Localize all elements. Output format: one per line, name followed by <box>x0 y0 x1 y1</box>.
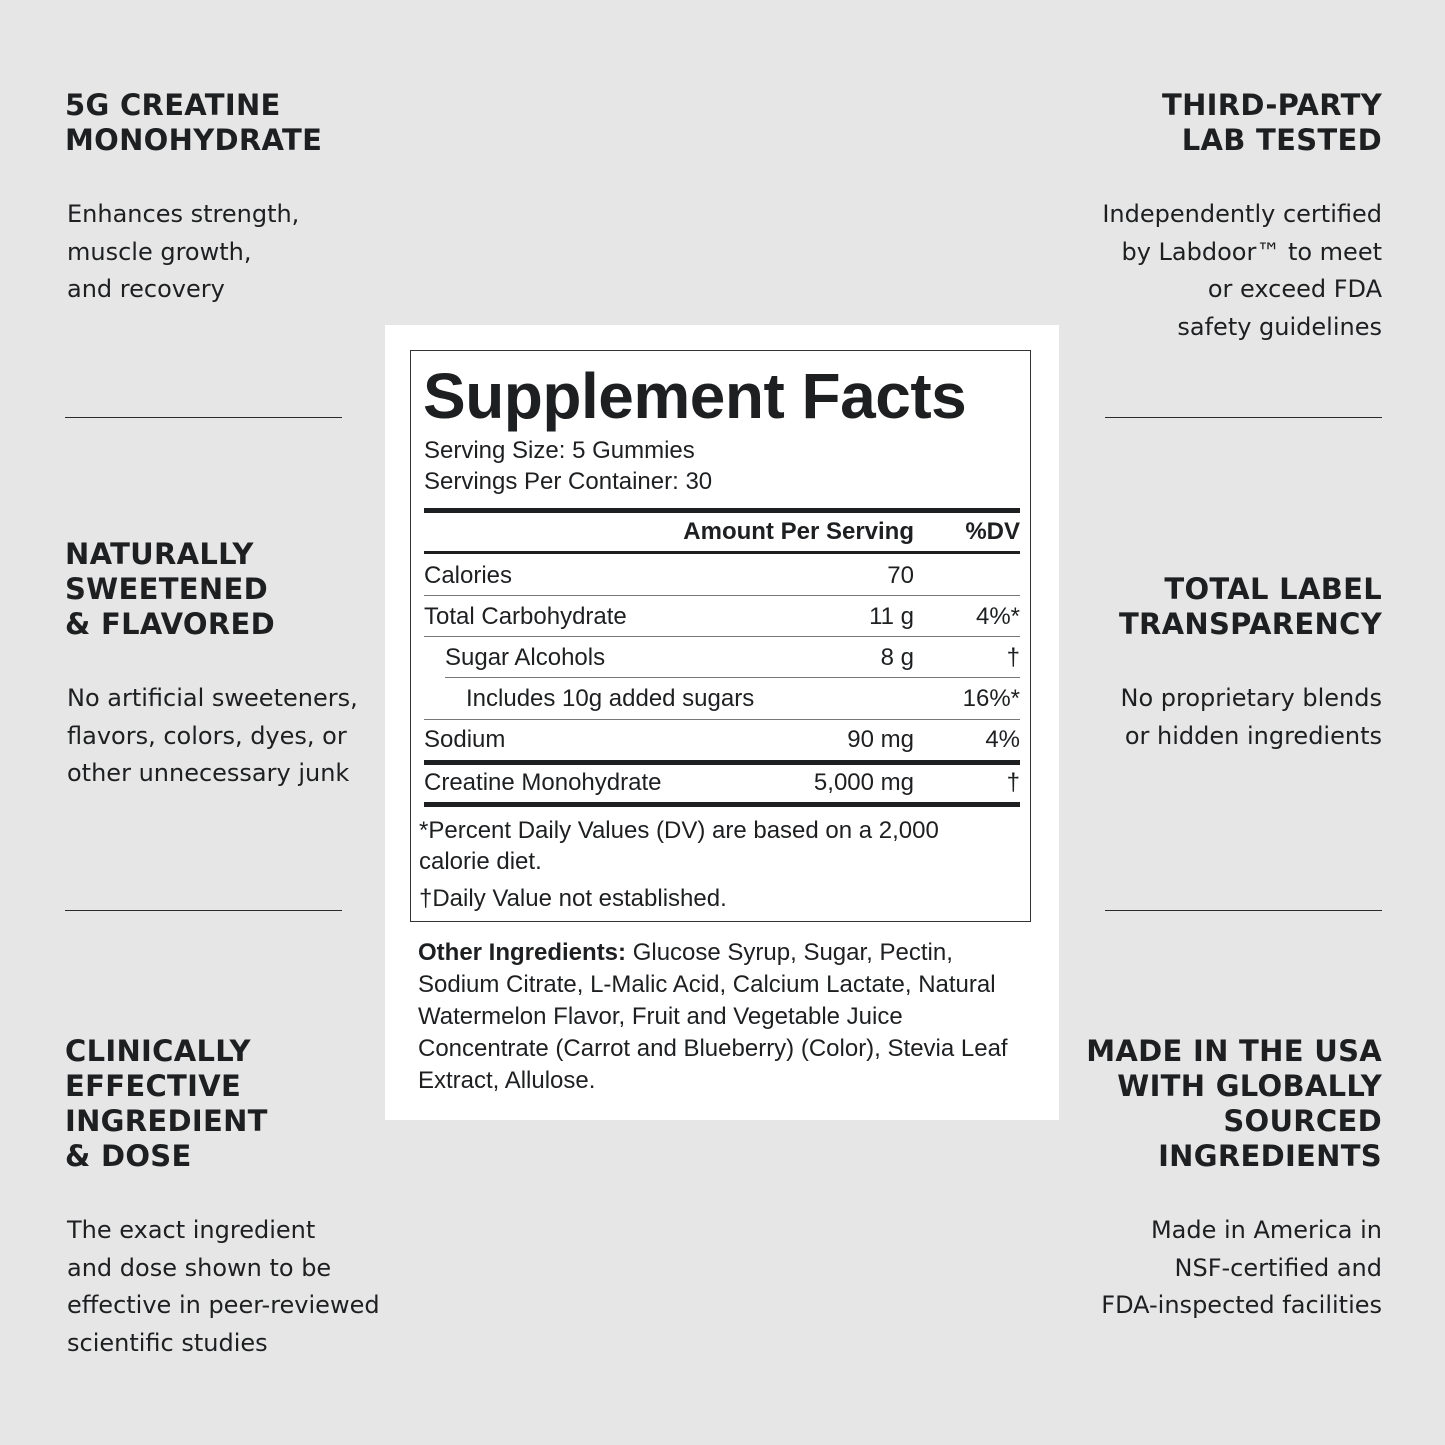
facts-row <box>424 769 1020 799</box>
feature-clinically-effective <box>65 1034 405 1362</box>
thick-rule <box>424 760 1020 765</box>
nutrient-amount: 11 g <box>869 603 914 630</box>
servings-per-container: Servings Per Container: 30 <box>424 468 713 495</box>
nutrient-amount: 90 mg <box>847 726 914 753</box>
nutrient-dv: † <box>1006 644 1020 671</box>
feature-body: Independently certified by Labdoor™ to meet or exceed FDA safety guidelines <box>1102 200 1382 341</box>
serving-size: Serving Size: 5 Gummies <box>424 437 695 464</box>
other-ingredients-text: Glucose Syrup, Sugar, Pectin, Sodium Citrate, L-Malic Acid, Calcium Lactate, Natural Watermelon Flavor, Fruit and Vegetable Juice Concentrate (Carrot and Blueberry) (Color), Stevia Leaf Extract, Allulose. <box>418 939 1008 1094</box>
supplement-facts-box <box>410 350 1031 922</box>
thin-rule <box>424 719 1020 720</box>
nutrient-amount: 5,000 mg <box>813 769 914 796</box>
nutrient-dv: 4%* <box>975 603 1020 630</box>
facts-header-row <box>424 518 1020 548</box>
other-ingredients <box>418 937 1028 1097</box>
feature-body: Enhances strength, muscle growth, and recovery <box>67 200 300 303</box>
serving-info <box>424 435 712 497</box>
nutrient-name: Total Carbohydrate <box>424 603 627 630</box>
header-amount: Amount Per Serving <box>683 518 914 545</box>
feature-title: MADE IN THE USA WITH GLOBALLY SOURCED INGREDIENTS <box>1086 1034 1382 1173</box>
nutrient-name: Includes 10g added sugars <box>466 685 755 712</box>
nutrient-name: Calories <box>424 562 513 589</box>
feature-body: Made in America in NSF-certified and FDA-inspected facilities <box>1101 1216 1382 1319</box>
facts-row <box>424 726 1020 756</box>
facts-row <box>424 644 1020 674</box>
feature-naturally-sweetened <box>65 537 405 793</box>
divider <box>1105 910 1382 911</box>
nutrient-dv: † <box>1006 769 1020 796</box>
feature-made-in-usa <box>1002 1034 1382 1325</box>
footnote-dagger: †Daily Value not established. <box>419 885 727 912</box>
footnote-percent-dv: *Percent Daily Values (DV) are based on a 2,000 calorie diet. <box>419 817 939 875</box>
feature-title: THIRD-PARTY LAB TESTED <box>1162 88 1382 157</box>
supplement-facts-panel <box>385 325 1059 1120</box>
feature-title: CLINICALLY EFFECTIVE INGREDIENT & DOSE <box>65 1034 268 1173</box>
nutrient-dv: 16%* <box>962 685 1020 712</box>
facts-row <box>424 685 1020 715</box>
other-ingredients-label: Other Ingredients: <box>418 939 627 966</box>
thin-rule <box>424 595 1020 596</box>
nutrient-amount: 70 <box>887 562 914 589</box>
divider <box>65 910 342 911</box>
nutrient-amount: 8 g <box>880 644 914 671</box>
thick-rule <box>424 508 1020 513</box>
thin-rule <box>424 636 1020 637</box>
facts-title: Supplement Facts <box>423 360 967 432</box>
feature-label-transparency <box>1042 572 1382 755</box>
nutrient-name: Creatine Monohydrate <box>424 769 662 796</box>
thin-rule <box>445 677 1020 678</box>
medium-rule <box>424 551 1020 554</box>
feature-title: 5G CREATINE MONOHYDRATE <box>65 88 323 157</box>
facts-row <box>424 603 1020 633</box>
feature-body: No proprietary blends or hidden ingredients <box>1120 684 1382 750</box>
nutrient-name: Sodium <box>424 726 506 753</box>
divider <box>1105 417 1382 418</box>
nutrient-name: Sugar Alcohols <box>445 644 606 671</box>
header-dv: %DV <box>965 518 1020 545</box>
feature-creatine <box>65 88 405 309</box>
thick-rule <box>424 802 1020 807</box>
nutrient-dv: 4% <box>985 726 1020 753</box>
feature-lab-tested <box>1042 88 1382 346</box>
divider <box>65 417 342 418</box>
feature-body: No artificial sweeteners, flavors, colors, dyes, or other unnecessary junk <box>67 684 358 787</box>
facts-row <box>424 562 1020 592</box>
feature-title: NATURALLY SWEETENED & FLAVORED <box>65 537 275 641</box>
feature-body: The exact ingredient and dose shown to be effective in peer-reviewed scientific studies <box>67 1216 380 1357</box>
feature-title: TOTAL LABEL TRANSPARENCY <box>1118 572 1382 641</box>
